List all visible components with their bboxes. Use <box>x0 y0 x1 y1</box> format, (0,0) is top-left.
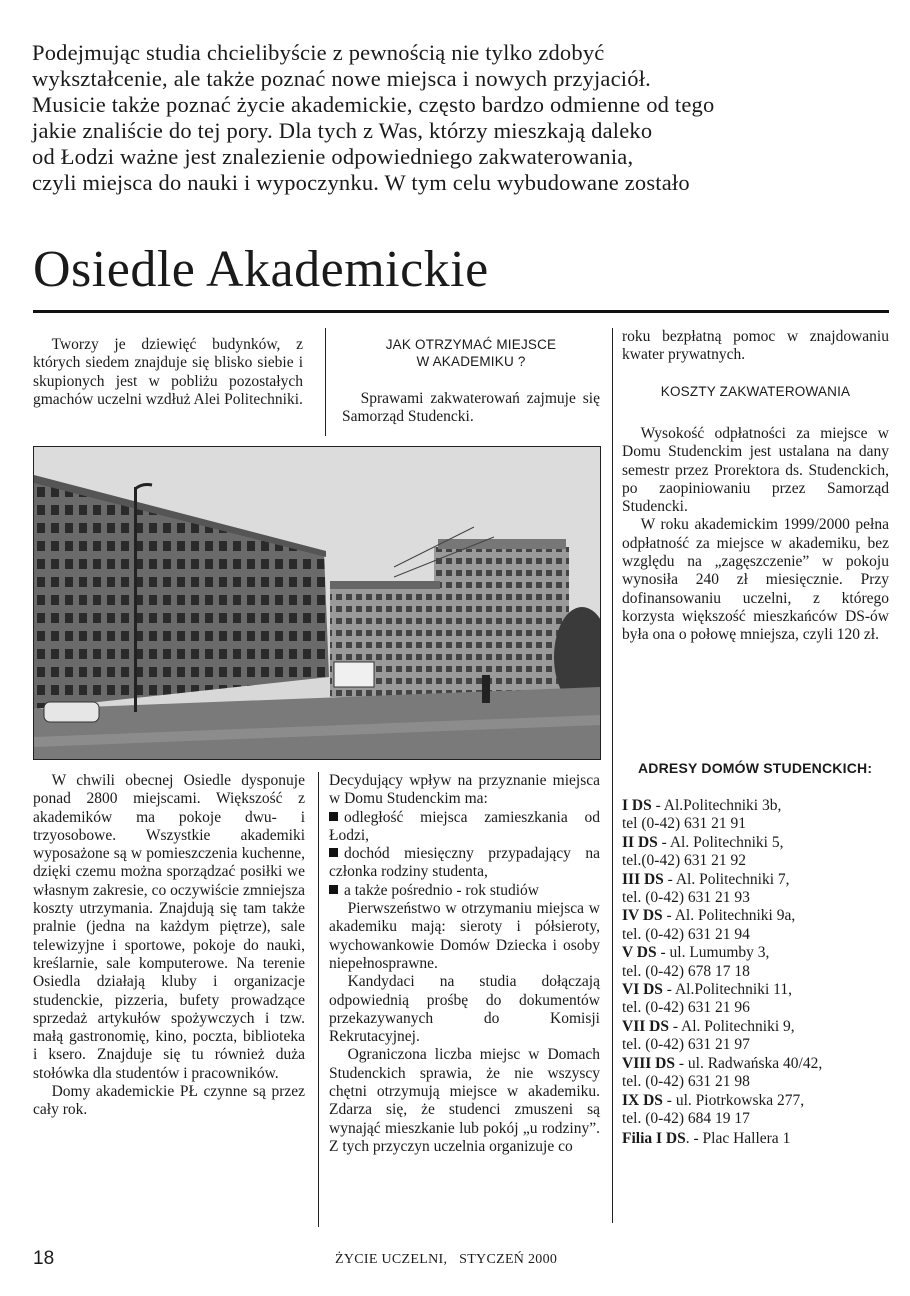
heading-line: JAK OTRZYMAĆ MIEJSCE <box>385 337 557 352</box>
intro-line: od Łodzi ważne jest znalezienie odpowiedniego zakwaterowania, <box>32 144 634 169</box>
criteria-bullet <box>329 882 600 900</box>
dorm-street: - Al.Politechniki 11, <box>662 981 792 999</box>
criteria-bullet-text: odległość miejsca zamieszkania od Łodzi, <box>329 808 600 844</box>
costs-paragraph-2: W roku akademickim 1999/2000 pełna odpłatność za miejsce w akademiku, bez względu na „zagęszczenie” w pokoju wynosiła 240 zł miesięcznie. Przy dofinansowaniu uczelni, z którego korzysta większość mieszkańców DS-ów była ona o połowę mniejsza, czyli 120 zł. <box>622 516 889 644</box>
column3-continuation: roku bezpłatną pomoc w znajdowaniu kwater prywatnych. <box>622 328 889 364</box>
dorm-street: - ul. Piotrkowska 277, <box>662 1091 805 1109</box>
column-divider <box>318 772 319 1227</box>
criteria-bullet <box>329 809 600 846</box>
dorm-name: VII DS <box>622 1017 669 1035</box>
criteria-bullet-text: dochód miesięczny przypadający na członka rodziny studenta, <box>329 845 600 881</box>
heading-line: W AKADEMIKU ? <box>416 354 526 369</box>
dorm-name: VI DS <box>622 981 663 999</box>
dorm-street: - Al. Politechniki 7, <box>663 870 790 888</box>
column2-top-paragraph: Sprawami zakwaterowań zajmuje się Samorząd Studencki. <box>342 390 600 426</box>
dorm-name: IX DS <box>622 1091 663 1109</box>
address-list <box>622 797 889 1149</box>
intro-line: Musicie także poznać życie akademickie, często bardzo odmienne od tego <box>32 92 715 117</box>
dorm-phone: tel. (0-42) 684 19 17 <box>622 1109 750 1127</box>
dorm-phone: tel. (0-42) 631 21 94 <box>622 925 750 943</box>
column1-top <box>33 336 303 409</box>
address-entry <box>622 1092 889 1110</box>
address-entry <box>622 797 889 815</box>
publication-issue: STYCZEŃ 2000 <box>459 1252 558 1267</box>
costs-text <box>622 425 889 645</box>
column2-bottom <box>329 772 600 1156</box>
dorm-street: - ul. Lumumby 3, <box>656 944 770 962</box>
dorm-street: - ul. Radwańska 40/42, <box>674 1054 823 1072</box>
column1-paragraph-2: Domy akademickie PŁ czynne są przez cały rok. <box>33 1083 305 1119</box>
dorm-phone: tel. (0-42) 678 17 18 <box>622 962 750 980</box>
bullet-square-icon <box>329 885 338 894</box>
column1-bottom <box>33 772 305 1120</box>
section-heading-how-to-get-room <box>342 336 600 370</box>
page-number: 18 <box>33 1248 55 1269</box>
dorm-phone: tel. (0-42) 631 21 96 <box>622 999 750 1017</box>
address-entry-filia <box>622 1130 889 1148</box>
dorm-name: VIII DS <box>622 1054 675 1072</box>
column-divider <box>612 328 613 1223</box>
dorm-name: Filia I DS <box>622 1130 686 1148</box>
criteria-bullet-text: a także pośrednio - rok studiów <box>344 881 539 899</box>
column2-top <box>342 336 600 427</box>
dorm-name: IV DS <box>622 907 663 925</box>
dormitory-photo <box>33 446 601 760</box>
publication-name: ŻYCIE UCZELNI, <box>335 1252 448 1267</box>
intro-line: wykształcenie, ale także poznać nowe miejsca i nowych przyjaciół. <box>32 66 651 91</box>
address-entry <box>622 981 889 999</box>
column1-top-paragraph: Tworzy je dziewięć budynków, z których siedem znajduje się blisko siebie i skupionych jest w pobliżu pozostałych gmachów uczelni wzdłuż Alei Politechniki. <box>33 336 303 408</box>
costs-paragraph-1: Wysokość odpłatności za miejsce w Domu Studenckim jest ustalana na dany semestr przez Prorektora ds. Studenckich, po zaopiniowaniu przez Samorząd Studencki. <box>622 425 889 516</box>
section-heading-costs: KOSZTY ZAKWATEROWANIA <box>660 384 851 399</box>
dorm-street: - Al. Politechniki 9, <box>668 1017 795 1035</box>
intro-line: czyli miejsca do nauki i wypoczynku. W tym celu wybudowane zostało <box>32 170 690 195</box>
dorm-street: - Al.Politechniki 3b, <box>651 797 782 814</box>
column2-top-text-block <box>342 390 600 427</box>
intro-paragraph <box>32 40 892 196</box>
column1-paragraph-1: W chwili obecnej Osiedle dysponuje ponad 2800 miejscami. Większość z akademików ma pokoje dwu- i trzyosobowe. Wszystkie akademiki wyposażone są w pomieszczenia kuchenne, dzięki czemu można sporządzać posiłki we własnym zakresie, co oczywiście zmniejsza koszty utrzymania. Znajdują się tam także pralnie (jedna na każdym piętrze), sale telewizyjne i sportowe, pokoje do nauki, kreślarnie, sale komputerowe. Na terenie Osiedla działają kluby i organizacje studenckie, pizzeria, bufety prowadzące sprzedaż artykułów spożywczych i tzw. małą gastronomię, kino, poczta, biblioteka i ksero. Znajduje się tu również duża stołówka dla studentów i pracowników. <box>33 772 305 1082</box>
title-rule <box>33 310 889 313</box>
column2-paragraph-2: Kandydaci na studia dołączają odpowiednią prośbę do dokumentów przekazywanych do Komisji Rekrutacyjnej. <box>329 973 600 1046</box>
publication-footer <box>335 1252 557 1268</box>
dorm-phone: tel. (0-42) 631 21 93 <box>622 889 750 907</box>
article-title: Osiedle Akademickie <box>33 241 489 298</box>
dormitory-photo-image <box>34 447 600 759</box>
dorm-name: I DS <box>622 797 652 814</box>
address-entry <box>622 944 889 962</box>
column2-paragraph-3: Ograniczona liczba miejsc w Domach Studenckich sprawia, że nie wszyscy chętni otrzymują miejsce w akademiku. Zdarza się, że studenci zmuszeni są wynająć mieszkanie lub pokój „u rodziny”. Z tych przyczyn uczelnia organizuje co <box>329 1046 600 1155</box>
intro-line: jakie znaliście do tej pory. Dla tych z Was, którzy mieszkają daleko <box>32 118 653 143</box>
column3 <box>622 328 889 365</box>
criteria-bullet <box>329 845 600 882</box>
address-entry <box>622 907 889 925</box>
column-divider <box>325 328 326 436</box>
dorm-name: V DS <box>622 944 657 962</box>
intro-line: Podejmując studia chcielibyście z pewnością nie tylko zdobyć <box>32 40 605 65</box>
address-entry <box>622 1055 889 1073</box>
bullet-square-icon <box>329 812 338 821</box>
column2-paragraph-1: Pierwszeństwo w otrzymaniu miejsca w akademiku mają: sieroty i półsieroty, wychowankowie Domów Dziecka i osoby niepełnosprawne. <box>329 900 600 972</box>
addresses-heading: ADRESY DOMÓW STUDENCKICH: <box>638 760 873 776</box>
dorm-street: - Al. Politechniki 9a, <box>662 907 796 925</box>
address-entry <box>622 834 889 852</box>
dorm-phone: tel. (0-42) 631 21 97 <box>622 1036 750 1054</box>
dorm-phone: tel.(0-42) 631 21 92 <box>622 852 746 870</box>
bullet-square-icon <box>329 848 338 857</box>
dorm-street: . - Plac Hallera 1 <box>685 1130 791 1148</box>
dorm-phone: tel (0-42) 631 21 91 <box>622 815 746 833</box>
address-entry <box>622 1018 889 1036</box>
dorm-street: - Al. Politechniki 5, <box>657 833 784 851</box>
dorm-name: III DS <box>622 870 664 888</box>
dorm-name: II DS <box>622 833 658 851</box>
address-entry <box>622 871 889 889</box>
dorm-phone: tel. (0-42) 631 21 98 <box>622 1073 750 1091</box>
column2-intro: Decydujący wpływ na przyznanie miejsca w Domu Studenckim ma: <box>329 772 600 808</box>
